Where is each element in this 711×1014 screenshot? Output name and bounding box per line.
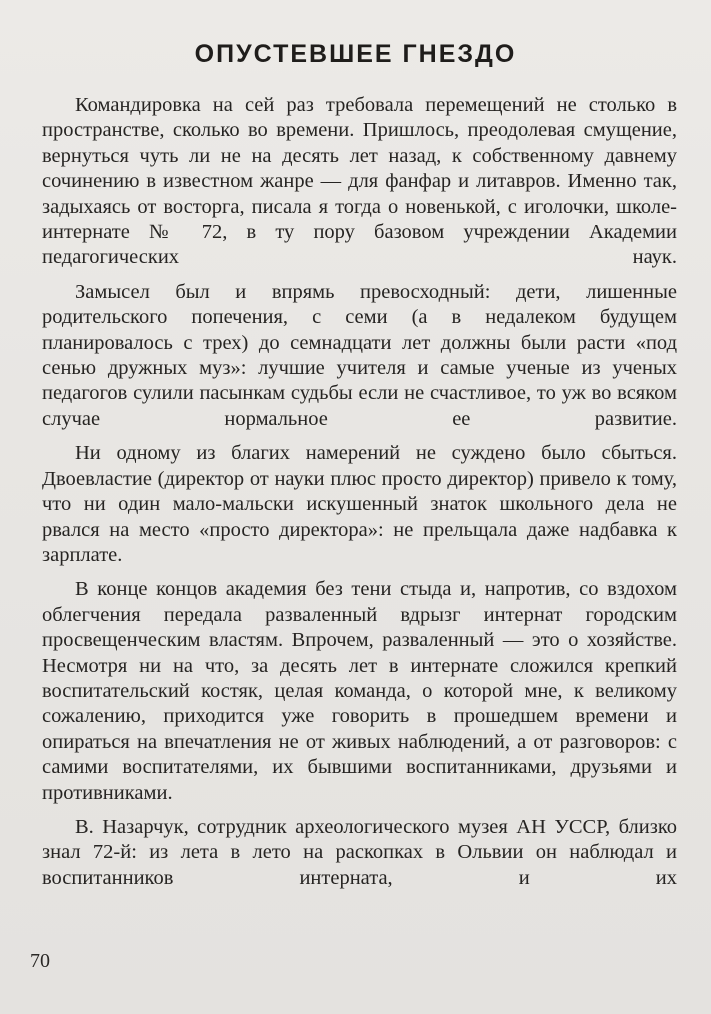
paragraph: В. Назарчук, сотрудник археологического музея АН УССР, близко знал 72-й: из лета в лето на раскопках в Ольвии он наблюдал и воспитанников интерната, и их bbox=[42, 815, 677, 889]
page-number: 70 bbox=[30, 950, 50, 972]
paragraph: Ни одному из благих намерений не суждено было сбыться. Двоевластие (директор от науки плюс просто директор) привело к тому, что ни один мало-мальски искушенный знаток школьного дела не рвался на место «просто директора»: не прельщала даже надбавка к зарплате. bbox=[42, 442, 677, 566]
body-text bbox=[42, 93, 677, 900]
paragraph: В конце концов академия без тени стыда и, напротив, со вздохом облегчения передала развалeнный вдрызг интернат городским просвещенческим властям. Впрочем, развалeнный — это о хозяйстве. Несмотря ни на что, за десять лет в интернате сложился крепкий воспитательский костяк, целая команда, о которой мне, к великому сожалению, приходится уже говорить в прошедшем времени и опираться на впечатления не от живых наблюдений, а от разговоров: с самими воспитателями, их бывшими воспитанниками, друзьями и противниками. bbox=[42, 578, 677, 804]
paragraph: Замысел был и впрямь превосходный: дети, лишенные родительского попечения, с семи (а в недалеком будущем планировалось с трех) до семнадцати лет должны были расти «под сенью дружных муз»: лучшие учителя и самые ученые из ученых педагогов сулили пасынкам судьбы если не счастливое, то уж во всяком случае нормальное ее развитие. bbox=[42, 280, 677, 430]
chapter-title: ОПУСТЕВШЕЕ ГНЕЗДО bbox=[194, 40, 517, 68]
paragraph: Командировка на сей раз требовала перемещений не столько в пространстве, сколько во времени. Пришлось, преодолевая смущение, вернуться чуть ли не на десять лет назад, к собственному давнему сочинению в известном жанре — для фанфар и литавров. Именно так, задыхаясь от восторга, писала я тогда о новенькой, с иголочки, школе-интернате № 72, в ту пору базовом учреждении Академии педагогических наук. bbox=[42, 94, 677, 269]
